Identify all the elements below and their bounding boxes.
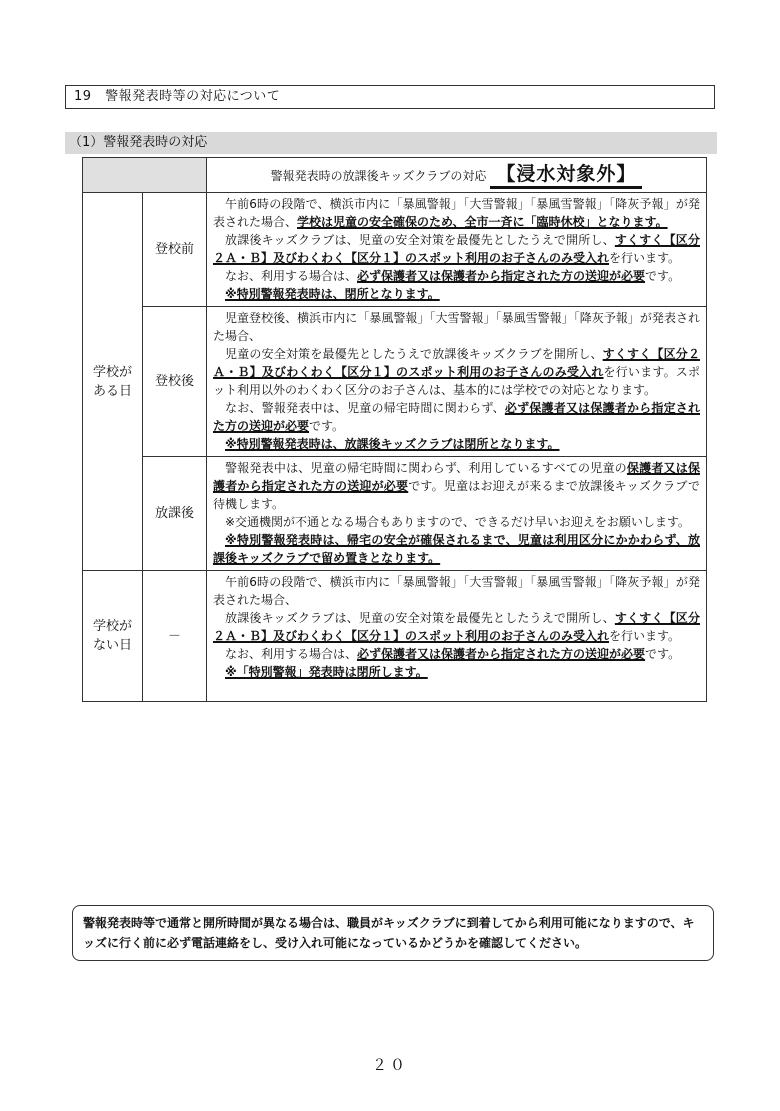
- notice-box: 警報発表時等で通常と開所時間が異なる場合は、職員がキッズクラブに到着してから利用可能になりますので、キッズに行く前に必ず電話連絡をし、受け入れ可能になっているかどうかを確認してください。: [72, 905, 714, 961]
- table-row-afterschool: [83, 457, 707, 571]
- no-school-label-line1: 学校が: [92, 619, 132, 634]
- content-after-arrival: 児童登校後、横浜市内に「暴風警報」「大雪警報」「暴風雪警報」「降灰予報」が発表された場合、 児童の安全対策を最優先としたうえで放課後キッズクラブを開所し、すくすく【区分２Ａ・Ｂ】及びわくわく【区分１】のスポット利用のお子さんのみ受入れを行います。スポット利用以外のわくわく区分のお子さんは、基本的には学校での対応となります。 なお、警報発表中は、児童の帰宅時間に関わらず、必ず保護者又は保護者から指定された方の送迎が必要です。 ※特別警報発表時は、放課後キッズクラブは閉所となります。: [207, 307, 707, 457]
- subsection-title: （1）警報発表時の対応: [65, 132, 717, 154]
- table-row-no-school: [83, 571, 707, 702]
- timing-after-arrival: 登校後: [143, 307, 207, 457]
- table-row-before-school: [83, 193, 707, 307]
- timing-no-school: －: [143, 571, 207, 702]
- special-warning-note: ※「特別警報」発表時は閉所します。: [225, 665, 428, 679]
- school-day-label-line1: 学校が: [92, 364, 132, 380]
- no-school-day-label: [83, 571, 143, 702]
- section-title-box: [65, 85, 715, 109]
- header-tag: 【浸水対象外】: [490, 162, 642, 189]
- timing-afterschool: 放課後: [143, 457, 207, 571]
- table-header-row: [83, 158, 707, 193]
- school-day-label-line2: ある日: [92, 383, 132, 399]
- school-day-label: [83, 193, 143, 571]
- timing-before-school: 登校前: [143, 193, 207, 307]
- section-title: 警報発表時等の対応について: [105, 89, 281, 104]
- no-school-label-line2: ない日: [92, 638, 132, 653]
- special-warning-note: ※特別警報発表時は、帰宅の安全が確保されるまで、児童は利用区分にかかわらず、放課後キッズクラブで留め置きとなります。: [213, 533, 700, 565]
- header-cell: [207, 158, 707, 193]
- page-number: ２０: [371, 1056, 408, 1074]
- content-no-school: 午前6時の段階で、横浜市内に「暴風警報」「大雪警報」「暴風雪警報」「降灰予報」が発表された場合、 放課後キッズクラブは、児童の安全対策を最優先としたうえで開所し、すくすく【区分２Ａ・Ｂ】及びわくわく【区分１】のスポット利用のお子さんのみ受入れを行います。 なお、利用する場合は、必ず保護者又は保護者から指定された方の送迎が必要です。 ※「特別警報」発表時は閉所します。: [207, 571, 707, 702]
- table-row-after-arrival: [83, 307, 707, 457]
- special-warning-note: ※特別警報発表時は、放課後キッズクラブは閉所となります。: [225, 437, 560, 451]
- content-before-school: 午前6時の段階で、横浜市内に「暴風警報」「大雪警報」「暴風雪警報」「降灰予報」が発表された場合、学校は児童の安全確保のため、全市一斉に「臨時休校」となります。 放課後キッズクラブは、児童の安全対策を最優先としたうえで開所し、すくすく【区分２Ａ・Ｂ】及びわくわく【区分１】のスポット利用のお子さんのみ受入れを行います。 なお、利用する場合は、必ず保護者又は保護者から指定された方の送迎が必要です。 ※特別警報発表時は、閉所となります。: [207, 193, 707, 307]
- special-warning-note: ※特別警報発表時は、閉所となります。: [225, 287, 440, 301]
- header-label: 警報発表時の放課後キッズクラブの対応: [270, 168, 487, 183]
- content-afterschool: 警報発表中は、児童の帰宅時間に関わらず、利用しているすべての児童の保護者又は保護者から指定された方の送迎が必要です。児童はお迎えが来るまで放課後キッズクラブで待機します。 ※交通機関が不通となる場合もありますので、できるだけ早いお迎えをお願いします。 ※特別警報発表時は、帰宅の安全が確保されるまで、児童は利用区分にかかわらず、放課後キッズクラブで留め置きとなります。: [207, 457, 707, 571]
- header-blank-cell: [83, 158, 207, 193]
- section-number: 19: [74, 89, 92, 104]
- warning-response-table: [82, 157, 707, 702]
